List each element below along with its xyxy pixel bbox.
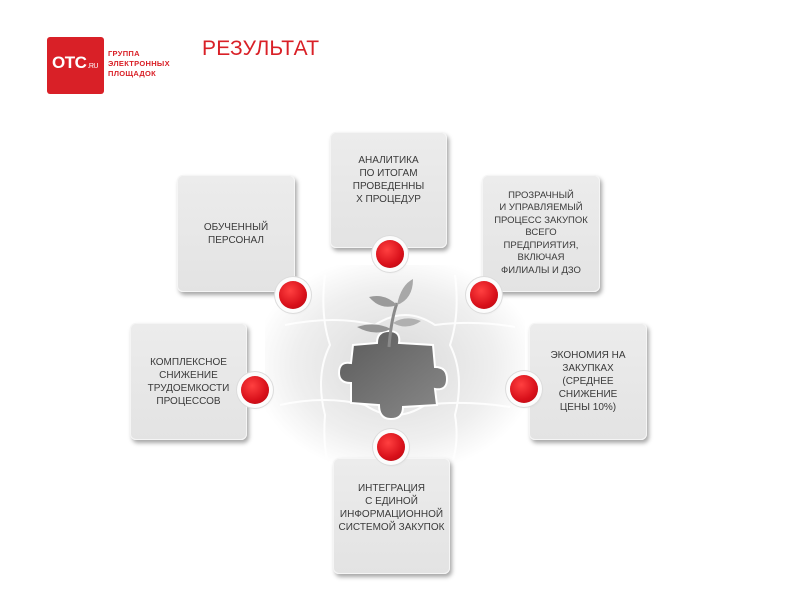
- connector-dot-analytics: [376, 240, 404, 268]
- result-box-cost-text: КОМПЛЕКСНОЕ СНИЖЕНИЕ ТРУДОЕМКОСТИ ПРОЦЕССОВ: [147, 356, 230, 407]
- logo-badge: [47, 37, 104, 94]
- connector-dot-process: [470, 281, 498, 309]
- company-logo: [47, 37, 170, 94]
- slide-title: РЕЗУЛЬТАТ: [202, 37, 320, 60]
- result-box-savings-text: ЭКОНОМИЯ НА ЗАКУПКАХ (СРЕДНЕЕ СНИЖЕНИЕ ЦЕНЫ 10%): [550, 350, 626, 413]
- result-box-integration-text: ИНТЕГРАЦИЯ С ЕДИНОЙ ИНФОРМАЦИОННОЙ СИСТЕМОЙ ЗАКУПОК: [338, 483, 445, 533]
- connector-dot-integration: [377, 433, 405, 461]
- logo-mark: OTC.RU: [52, 53, 98, 72]
- result-box-savings: [529, 323, 647, 440]
- result-box-analytics: [330, 132, 447, 248]
- result-box-analytics-text: АНАЛИТИКА ПО ИТОГАМ ПРОВЕДЕННЫ Х ПРОЦЕДУР: [352, 155, 425, 205]
- connector-dot-cost: [241, 376, 269, 404]
- connector-dot-personnel: [279, 281, 307, 309]
- result-box-personnel-text: ОБУЧЕННЫЙ ПЕРСОНАЛ: [203, 221, 269, 246]
- result-box-cost: [130, 323, 247, 440]
- connector-dot-savings: [510, 375, 538, 403]
- result-box-process-text: ПРОЗРАЧНЫЙ И УПРАВЛЯЕМЫЙ ПРОЦЕСС ЗАКУПОК ВСЕГО ПРЕДПРИЯТИЯ, ВКЛЮЧАЯ ФИЛИАЛЫ И ДЗО: [494, 189, 588, 276]
- result-box-process: [482, 175, 600, 292]
- result-box-personnel: [177, 175, 295, 292]
- logo-group-text: ГРУППА ЭЛЕКТРОННЫХ ПЛОЩАДОК: [108, 49, 170, 78]
- result-box-integration: [333, 458, 450, 574]
